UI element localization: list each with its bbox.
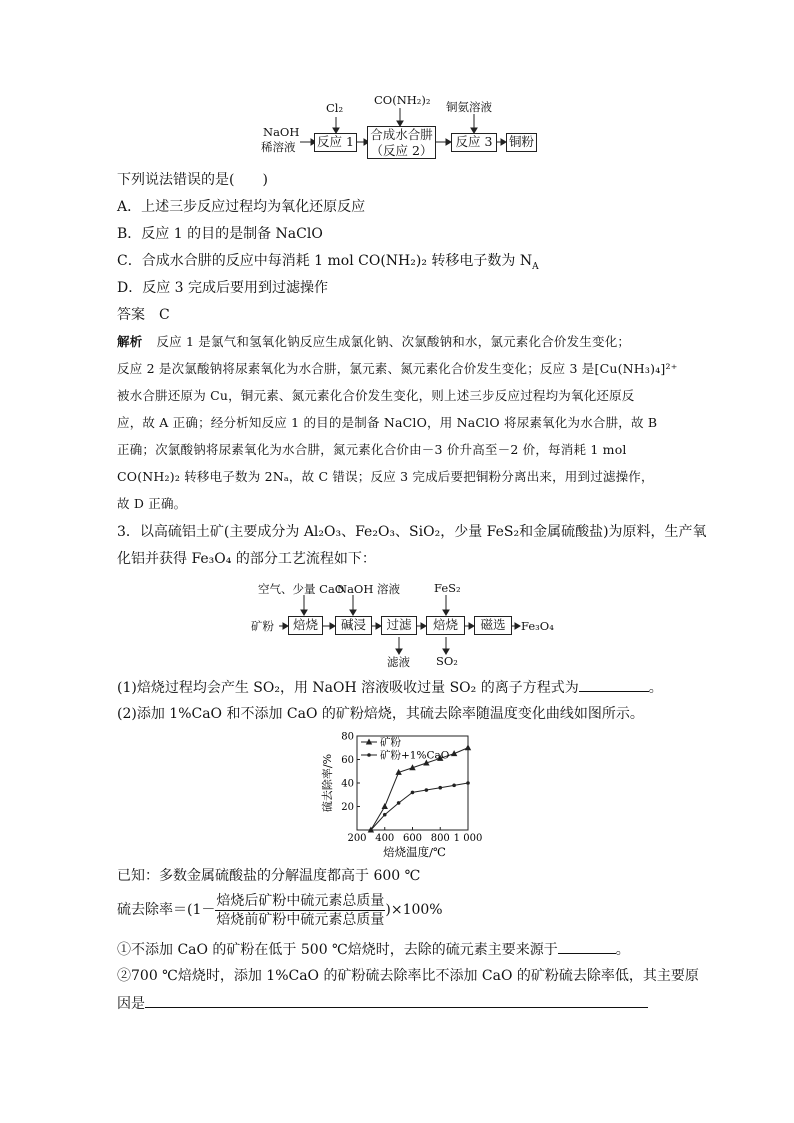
- x-axis-label: 焙烧温度/℃: [383, 845, 446, 859]
- y-tick-label: 60: [341, 755, 354, 766]
- data-point-ores_cao: [466, 781, 470, 785]
- q2-option-d: D．反应 3 完成后要用到过滤操作: [117, 280, 329, 296]
- q2-option-c: [117, 251, 539, 277]
- flow2-naoh-label: NaOH 溶液: [337, 582, 401, 596]
- flow2-step-magnetic: 磁选: [474, 616, 512, 635]
- sulfur-removal-chart: [300, 725, 500, 865]
- formula-right: )×100%: [385, 902, 443, 918]
- q3-sub2-a: [117, 939, 630, 960]
- explanation-line-3: 被水合肼还原为 Cu，铜元素、氮元素化合价发生变化，则上述三步反应过程均为氧化还原反: [117, 388, 635, 403]
- q3-sub2-b-line1: ②700 ℃焙烧时，添加 1%CaO 的矿粉硫去除率比不添加 CaO 的矿粉硫去除率低，其主要原: [117, 968, 699, 984]
- x-tick-label: 600: [402, 833, 423, 844]
- q3-formula: [117, 888, 443, 932]
- flow1-reaction2-line2: （反应 2）: [370, 143, 433, 158]
- explanation-line-1: [117, 332, 630, 352]
- flow1-cu-ammonia-label: 铜氨溶液: [446, 100, 492, 114]
- flow2-end-label: Fe₃O₄: [521, 619, 554, 633]
- legend-label-ores: 矿粉: [380, 736, 401, 749]
- explanation-label: 解析: [117, 334, 143, 349]
- data-point-ores_cao: [397, 801, 401, 805]
- flow2-filtrate-label: 滤液: [387, 655, 410, 669]
- flow1-reaction2-box: [367, 126, 436, 159]
- chart-legend: [361, 736, 450, 762]
- q3-sub2-a-blank[interactable]: [558, 939, 616, 954]
- flow2-step-alkali: 碱浸: [335, 616, 372, 635]
- y-tick-label: 80: [341, 731, 354, 743]
- data-point-ores_cao: [383, 813, 387, 817]
- flow1-reaction1-box: 反应 1: [314, 133, 357, 152]
- answer-label: 答案: [117, 307, 145, 323]
- q3-sub2-b-text: 因是: [117, 996, 145, 1012]
- q3-sub2-b-blank[interactable]: [145, 993, 648, 1008]
- data-point-ores: [465, 744, 471, 750]
- q3-sub2-a-text: ①不添加 CaO 的矿粉在低于 500 ℃焙烧时，去除的硫元素主要来源于: [117, 942, 558, 958]
- formula-denominator: 焙烧前矿粉中硫元素总质量: [216, 911, 385, 928]
- q3-sub1-end: 。: [648, 680, 663, 696]
- flow2-step-roast-1: 焙烧: [288, 616, 323, 635]
- explanation-text-1: 反应 1 是氯气和氢氧化钠反应生成氯化钠、次氯酸钠和水，氯元素化合价发生变化；: [156, 334, 631, 349]
- q3-sub1-blank[interactable]: [579, 677, 649, 692]
- flow1-urea-label: CO(NH₂)₂: [374, 93, 431, 107]
- formula-left: 硫去除率＝(1－: [117, 902, 216, 918]
- explanation-line-2: 反应 2 是次氯酸钠将尿素氧化为水合肼，氯元素、氮元素化合价发生变化；反应 3 是[Cu(NH₃)₄]²⁺: [117, 361, 678, 376]
- formula-numerator: 焙烧后矿粉中硫元素总质量: [216, 892, 385, 909]
- flow2-step-filter: 过滤: [381, 616, 417, 635]
- data-point-ores_cao: [438, 786, 442, 790]
- flow1-cl2-label: Cl₂: [326, 101, 344, 115]
- q2-option-c-sub: A: [532, 261, 539, 272]
- legend-label-ores-cao: 矿粉+1%CaO: [380, 749, 450, 762]
- y-tick-label: 20: [341, 802, 354, 813]
- flow1-reaction3-box: 反应 3: [451, 133, 497, 152]
- q3-sub2: (2)添加 1%CaO 和不添加 CaO 的矿粉焙烧，其硫去除率随温度变化曲线如图所示。: [117, 706, 644, 722]
- x-tick-label: 800: [430, 833, 450, 844]
- flow2-start-label: 矿粉: [251, 619, 274, 633]
- flow2-fes2-label: FeS₂: [434, 581, 461, 595]
- x-tick-label: 400: [375, 833, 395, 844]
- flow2-so2-label: SO₂: [436, 654, 458, 668]
- y-tick-label: 40: [341, 778, 354, 790]
- data-point-ores_cao: [411, 791, 415, 795]
- flow1-copper-box: 铜粉: [506, 133, 537, 152]
- flow1-dilute-label: 稀溶液: [261, 140, 296, 154]
- q2-answer: [117, 305, 170, 325]
- q3-sub1-text: (1)焙烧过程均会产生 SO₂，用 NaOH 溶液吸收过量 SO₂ 的离子方程式为: [117, 680, 579, 696]
- formula-fraction: [215, 892, 385, 929]
- answer-value: C: [159, 307, 170, 323]
- q2-option-b: B．反应 1 的目的是制备 NaClO: [117, 226, 323, 242]
- q3-sub2-a-end: 。: [615, 942, 630, 958]
- q3-stem-line1: 3．以高硫铝土矿(主要成分为 Al₂O₃、Fe₂O₃、SiO₂，少量 FeS₂和金属硫酸盐)为原料，生产氧: [117, 524, 707, 540]
- q3-sub2-b-line2: [117, 993, 648, 1014]
- x-tick-label: 1 000: [453, 833, 483, 844]
- q2-option-a: A．上述三步反应过程均为氧化还原反应: [117, 199, 366, 215]
- data-point-ores: [382, 803, 388, 809]
- explanation-line-7: 故 D 正确。: [117, 496, 187, 511]
- q2-stem: 下列说法错误的是( ): [117, 172, 268, 188]
- q3-stem-line2: 化铝并获得 Fe₃O₄ 的部分工艺流程如下：: [117, 551, 376, 567]
- y-axis-label: 硫去除率/%: [321, 753, 334, 813]
- q3-sub1: [117, 677, 663, 698]
- legend-marker-ores-cao: [367, 753, 371, 757]
- flow2-air-cao-label: 空气、少量 CaO: [258, 582, 345, 596]
- data-point-ores_cao: [369, 828, 373, 832]
- explanation-line-6: CO(NH₂)₂ 转移电子数为 2Nₐ，故 C 错误；反应 3 完成后要把铜粉分离出来，用到过滤操作，: [117, 469, 654, 484]
- flow1-naoh-label: NaOH: [263, 125, 300, 139]
- q2-option-c-text: C．合成水合肼的反应中每消耗 1 mol CO(NH₂)₂ 转移电子数为 N: [117, 253, 533, 269]
- flow1-reaction2-line1: 合成水合肼: [370, 127, 433, 142]
- x-tick-label: 200: [347, 833, 367, 844]
- flow2-step-roast-2: 焙烧: [426, 616, 465, 635]
- data-point-ores_cao: [452, 784, 456, 788]
- data-point-ores_cao: [425, 788, 429, 792]
- explanation-line-4: 应，故 A 正确；经分析知反应 1 的目的是制备 NaClO，用 NaClO 将尿素氧化为水合肼，故 B: [117, 415, 658, 430]
- q3-known: 已知：多数金属硫酸盐的分解温度都高于 600 ℃: [117, 868, 421, 884]
- explanation-line-5: 正确；次氯酸钠将尿素氧化为水合肼，氮元素化合价由－3 价升高至－2 价，每消耗 1 mol: [117, 442, 627, 457]
